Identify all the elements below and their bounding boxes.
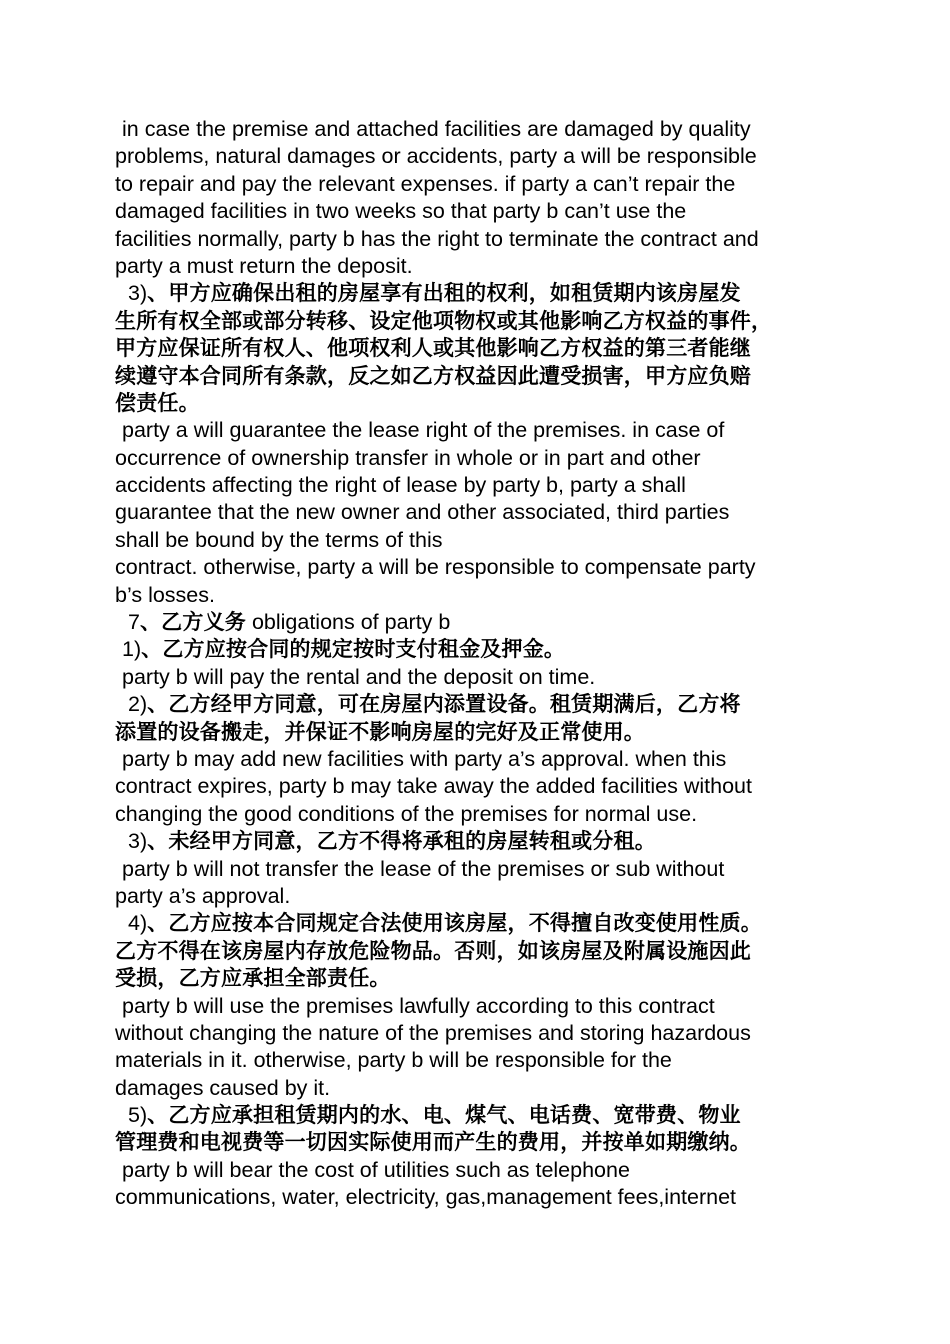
english-text-line — [115, 226, 855, 253]
clause-text-zh: 添置的设备搬走，并保证不影响房屋的完好及正常使用。 — [115, 719, 645, 744]
clause-text-zh: 乙方不得在该房屋内存放危险物品。否则，如该房屋及附属设施因此 — [115, 938, 751, 963]
clause-text-en: materials in it. otherwise, party b will be responsible for the — [115, 1048, 672, 1073]
clause-text-en: without changing the nature of the premises and storing hazardous — [115, 1020, 751, 1045]
clause-number: 3) — [128, 829, 148, 854]
english-text-line — [115, 1157, 855, 1184]
clause-text-en: party b will bear the cost of utilities such as telephone — [122, 1157, 630, 1182]
english-text-line — [115, 746, 855, 773]
chinese-text-line — [115, 390, 855, 417]
english-text-line — [115, 417, 855, 444]
english-text-line — [115, 1020, 855, 1047]
english-text-line — [115, 472, 855, 499]
clause-number: 3) — [128, 281, 148, 306]
clause-text-zh: 、乙方应按本合同规定合法使用该房屋，不得擅自改变使用性质。 — [147, 911, 762, 936]
clause-text-zh: 、乙方应承担租赁期内的水、电、煤气、电话费、宽带费、物业 — [147, 1103, 741, 1128]
clause-text-zh: 、乙方应按合同的规定按时支付租金及押金。 — [141, 637, 566, 662]
chinese-text-line — [115, 965, 855, 992]
english-text-line — [115, 582, 855, 609]
english-text-line — [115, 801, 855, 828]
clause-text-zh: 、乙方经甲方同意，可在房屋内添置设备。租赁期满后，乙方将 — [147, 692, 741, 717]
english-text-line — [115, 253, 855, 280]
clause-text-zh: 、甲方应确保出租的房屋享有出租的权利，如租赁期内该房屋发 — [147, 281, 741, 306]
clause-text-en: contract expires, party b may take away the added facilities without — [115, 774, 752, 799]
english-text-line — [115, 445, 855, 472]
chinese-text-line — [115, 363, 855, 390]
english-text-line — [115, 883, 855, 910]
english-text-line — [115, 1047, 855, 1074]
clause-text-en: damages caused by it. — [115, 1075, 331, 1100]
chinese-text-line — [115, 335, 855, 362]
clause-text-zh: 偿责任。 — [115, 390, 200, 415]
english-text-line — [115, 116, 855, 143]
clause-text-zh: 受损，乙方应承担全部责任。 — [115, 966, 391, 991]
clause-text-zh: 生所有权全部或部分转移、设定他项物权或其他影响乙方权益的事件， — [115, 308, 773, 333]
english-text-line — [115, 171, 855, 198]
english-text-line — [115, 198, 855, 225]
clause-text-zh: 、未经甲方同意，乙方不得将承租的房屋转租或分租。 — [147, 829, 656, 854]
clause-text-en: contract. otherwise, party a will be responsible to compensate party — [115, 555, 756, 580]
chinese-text-line — [115, 938, 855, 965]
clause-text-zh: 续遵守本合同所有条款，反之如乙方权益因此遭受损害，甲方应负赔 — [115, 363, 751, 388]
chinese-text-line — [115, 308, 855, 335]
clause-text-en: to repair and pay the relevant expenses. if party a can’t repair the — [115, 171, 736, 196]
clause-text-en: problems, natural damages or accidents, party a will be responsible — [115, 144, 757, 169]
section-heading-zh: 、乙方义务 — [139, 610, 246, 635]
clause-number: 1) — [122, 637, 142, 662]
clause-text-en: accidents affecting the right of lease by party b, party a shall — [115, 473, 686, 498]
clause-text-en: obligations of party b — [245, 610, 451, 635]
section-heading-line — [115, 609, 855, 636]
clause-number: 4) — [128, 911, 148, 936]
clause-text-en: changing the good conditions of the premises for normal use. — [115, 801, 698, 826]
english-text-line — [115, 527, 855, 554]
chinese-text-line — [115, 910, 855, 937]
english-text-line — [115, 773, 855, 800]
clause-text-en: b’s losses. — [115, 582, 215, 607]
english-text-line — [115, 499, 855, 526]
english-text-line — [115, 143, 855, 170]
clause-number: 7 — [128, 610, 140, 635]
clause-number: 5) — [128, 1103, 148, 1128]
document-page — [115, 116, 855, 1212]
clause-text-zh: 管理费和电视费等一切因实际使用而产生的费用，并按单如期缴纳。 — [115, 1130, 751, 1155]
clause-text-zh: 甲方应保证所有权人、他项权利人或其他影响乙方权益的第三者能继 — [115, 336, 751, 361]
clause-number: 2) — [128, 692, 148, 717]
clause-text-en: party b will pay the rental and the deposit on time. — [122, 664, 596, 689]
chinese-text-line — [115, 828, 855, 855]
clause-text-en: damaged facilities in two weeks so that party b can’t use the — [115, 199, 687, 224]
english-text-line — [115, 856, 855, 883]
chinese-text-line — [115, 691, 855, 718]
english-text-line — [115, 1184, 855, 1211]
clause-text-en: party b will use the premises lawfully according to this contract — [122, 993, 715, 1018]
clause-text-en: shall be bound by the terms of this — [115, 527, 443, 552]
chinese-text-line — [115, 1102, 855, 1129]
clause-text-en: party b may add new facilities with party a’s approval. when this — [122, 746, 727, 771]
english-text-line — [115, 664, 855, 691]
clause-text-en: guarantee that the new owner and other associated, third parties — [115, 500, 730, 525]
clause-text-en: communications, water, electricity, gas,management fees,internet — [115, 1185, 737, 1210]
clause-text-en: facilities normally, party b has the right to terminate the contract and — [115, 226, 759, 251]
clause-text-en: party a must return the deposit. — [115, 253, 413, 278]
chinese-text-line — [115, 636, 855, 663]
english-text-line — [115, 554, 855, 581]
clause-text-en: in case the premise and attached facilities are damaged by quality — [122, 117, 751, 141]
clause-text-en: occurrence of ownership transfer in whole or in part and other — [115, 445, 701, 470]
chinese-text-line — [115, 1129, 855, 1156]
english-text-line — [115, 1075, 855, 1102]
clause-text-en: party a’s approval. — [115, 883, 291, 908]
chinese-text-line — [115, 719, 855, 746]
clause-text-en: party a will guarantee the lease right of the premises. in case of — [122, 418, 725, 443]
chinese-text-line — [115, 280, 855, 307]
clause-text-en: party b will not transfer the lease of the premises or sub without — [122, 856, 725, 881]
english-text-line — [115, 993, 855, 1020]
